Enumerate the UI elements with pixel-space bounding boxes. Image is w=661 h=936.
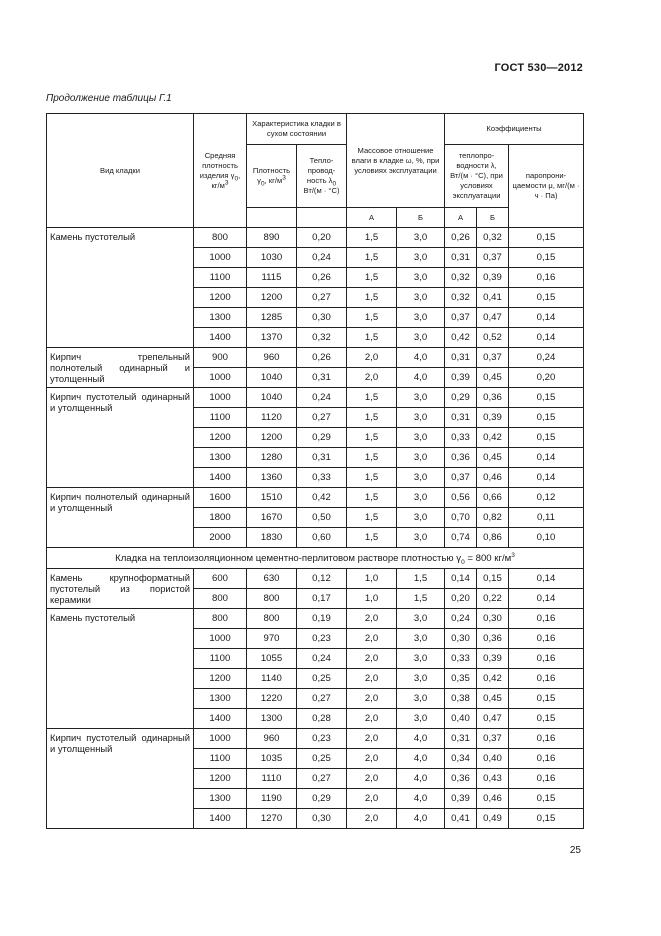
conductivity-cell: 0,20: [297, 228, 347, 248]
vapor-cell: 0,14: [509, 308, 584, 328]
moisture-a-cell: 2,0: [347, 609, 397, 629]
moisture-a-cell: 2,0: [347, 749, 397, 769]
product-density-cell: 1400: [194, 709, 247, 729]
product-density-cell: 1200: [194, 288, 247, 308]
vapor-cell: 0,15: [509, 388, 584, 408]
document-code: ГОСТ 530—2012: [494, 62, 583, 74]
section-heading: Кладка на теплоизоляционном цементно-перлитовом растворе плотностью $\gamma_0 = 800$ $кг/м^3$: [47, 548, 584, 569]
vapor-cell: 0,15: [509, 428, 584, 448]
moisture-b-cell: 4,0: [397, 729, 445, 749]
dry-density-cell: 1200: [247, 288, 297, 308]
moisture-a-cell: 1,5: [347, 468, 397, 488]
product-density-cell: 1300: [194, 308, 247, 328]
vapor-cell: 0,15: [509, 709, 584, 729]
dry-density-cell: 1055: [247, 649, 297, 669]
moisture-a-cell: 2,0: [347, 689, 397, 709]
coef-a-cell: 0,30: [445, 629, 477, 649]
product-density-cell: 1000: [194, 388, 247, 408]
moisture-b-cell: 3,0: [397, 709, 445, 729]
vapor-cell: 0,15: [509, 288, 584, 308]
product-density-cell: 1400: [194, 468, 247, 488]
dry-density-cell: 800: [247, 609, 297, 629]
coef-b-cell: 0,37: [477, 348, 509, 368]
coef-a-cell: 0,39: [445, 368, 477, 388]
dry-density-cell: 1120: [247, 408, 297, 428]
moisture-b-cell: 3,0: [397, 328, 445, 348]
coef-a-cell: 0,42: [445, 328, 477, 348]
moisture-a-cell: 2,0: [347, 709, 397, 729]
product-density-cell: 1400: [194, 809, 247, 829]
conductivity-cell: 0,42: [297, 488, 347, 508]
vapor-cell: 0,14: [509, 569, 584, 589]
vapor-cell: 0,16: [509, 268, 584, 288]
product-density-cell: 600: [194, 569, 247, 589]
vapor-cell: 0,14: [509, 328, 584, 348]
vapor-cell: 0,15: [509, 408, 584, 428]
moisture-b-cell: 3,0: [397, 508, 445, 528]
moisture-a-cell: 1,5: [347, 388, 397, 408]
moisture-a-cell: 2,0: [347, 809, 397, 829]
coef-b-cell: 0,46: [477, 468, 509, 488]
coef-b-cell: 0,41: [477, 288, 509, 308]
coef-b-cell: 0,49: [477, 809, 509, 829]
coef-a-cell: 0,31: [445, 729, 477, 749]
moisture-a-cell: 2,0: [347, 669, 397, 689]
conductivity-cell: 0,17: [297, 589, 347, 609]
coef-b-cell: 0,37: [477, 729, 509, 749]
conductivity-cell: 0,50: [297, 508, 347, 528]
conductivity-cell: 0,27: [297, 689, 347, 709]
moisture-b-cell: 4,0: [397, 789, 445, 809]
coef-a-cell: 0,35: [445, 669, 477, 689]
table-body: [47, 228, 584, 829]
product-density-cell: 1000: [194, 629, 247, 649]
coef-b-cell: 0,42: [477, 428, 509, 448]
moisture-b-cell: 4,0: [397, 348, 445, 368]
product-density-cell: 1100: [194, 749, 247, 769]
coef-a-cell: 0,31: [445, 248, 477, 268]
coef-a-cell: 0,14: [445, 569, 477, 589]
masonry-type: Камень пустотелый: [47, 609, 194, 729]
moisture-b-cell: 1,5: [397, 569, 445, 589]
masonry-type: Камень крупноформатный пустотелый из пористой керамики: [47, 569, 194, 609]
moisture-b-cell: 3,0: [397, 669, 445, 689]
dry-density-cell: 1040: [247, 368, 297, 388]
conductivity-cell: 0,24: [297, 649, 347, 669]
coef-a-cell: 0,37: [445, 308, 477, 328]
moisture-b-cell: 4,0: [397, 368, 445, 388]
coef-b-cell: 0,43: [477, 769, 509, 789]
header-coef-a: А: [445, 208, 477, 228]
coef-a-cell: 0,38: [445, 689, 477, 709]
header-density: Средняя плотность изделия $\gamma_0$, $кг/м^3$: [194, 114, 247, 228]
coef-a-cell: 0,34: [445, 749, 477, 769]
moisture-a-cell: 1,5: [347, 528, 397, 548]
conductivity-cell: 0,26: [297, 268, 347, 288]
coef-a-cell: 0,56: [445, 488, 477, 508]
coef-b-cell: 0,30: [477, 609, 509, 629]
coef-b-cell: 0,52: [477, 328, 509, 348]
table-row: [47, 388, 584, 408]
coef-a-cell: 0,31: [445, 348, 477, 368]
product-density-cell: 2000: [194, 528, 247, 548]
coef-a-cell: 0,36: [445, 448, 477, 468]
dry-density-cell: 1190: [247, 789, 297, 809]
vapor-cell: 0,16: [509, 609, 584, 629]
conductivity-cell: 0,28: [297, 709, 347, 729]
moisture-a-cell: 2,0: [347, 629, 397, 649]
dry-density-cell: 1140: [247, 669, 297, 689]
dry-density-cell: 960: [247, 348, 297, 368]
table-caption: Продолжение таблицы Г.1: [46, 93, 172, 104]
moisture-b-cell: 3,0: [397, 528, 445, 548]
masonry-type: Кирпич трепельный полнотелый одинарный и утолщенный: [47, 348, 194, 388]
vapor-cell: 0,16: [509, 629, 584, 649]
moisture-a-cell: 1,0: [347, 569, 397, 589]
product-density-cell: 1100: [194, 408, 247, 428]
moisture-a-cell: 2,0: [347, 368, 397, 388]
moisture-a-cell: 2,0: [347, 789, 397, 809]
dry-density-cell: 1360: [247, 468, 297, 488]
conductivity-cell: 0,60: [297, 528, 347, 548]
dry-density-cell: 800: [247, 589, 297, 609]
vapor-cell: 0,11: [509, 508, 584, 528]
moisture-a-cell: 2,0: [347, 729, 397, 749]
vapor-cell: 0,12: [509, 488, 584, 508]
product-density-cell: 1000: [194, 729, 247, 749]
header-coefficients: Коэффициенты: [445, 114, 584, 145]
dry-density-cell: 1285: [247, 308, 297, 328]
vapor-cell: 0,15: [509, 689, 584, 709]
dry-density-cell: 1220: [247, 689, 297, 709]
moisture-a-cell: 2,0: [347, 769, 397, 789]
dry-density-cell: 1830: [247, 528, 297, 548]
moisture-b-cell: 3,0: [397, 629, 445, 649]
vapor-cell: 0,14: [509, 589, 584, 609]
dry-density-cell: 960: [247, 729, 297, 749]
vapor-cell: 0,14: [509, 448, 584, 468]
product-density-cell: 1800: [194, 508, 247, 528]
vapor-cell: 0,16: [509, 769, 584, 789]
coef-a-cell: 0,36: [445, 769, 477, 789]
dry-density-cell: 970: [247, 629, 297, 649]
coef-b-cell: 0,47: [477, 709, 509, 729]
header-kind: Вид кладки: [47, 114, 194, 228]
conductivity-cell: 0,25: [297, 669, 347, 689]
moisture-a-cell: 1,5: [347, 448, 397, 468]
vapor-cell: 0,16: [509, 729, 584, 749]
product-density-cell: 1400: [194, 328, 247, 348]
vapor-cell: 0,24: [509, 348, 584, 368]
table-head: [47, 114, 584, 228]
coef-a-cell: 0,37: [445, 468, 477, 488]
coef-a-cell: 0,41: [445, 809, 477, 829]
coef-a-cell: 0,26: [445, 228, 477, 248]
dry-density-cell: 890: [247, 228, 297, 248]
moisture-a-cell: 1,5: [347, 288, 397, 308]
vapor-cell: 0,14: [509, 468, 584, 488]
masonry-table: [46, 113, 584, 829]
header-moisture: Массовое отношение влаги в кладке ω, %, при условиях эксплуатации: [347, 114, 445, 208]
header-blank: [297, 208, 347, 228]
product-density-cell: 900: [194, 348, 247, 368]
moisture-b-cell: 3,0: [397, 268, 445, 288]
moisture-a-cell: 1,5: [347, 248, 397, 268]
coef-a-cell: 0,33: [445, 428, 477, 448]
product-density-cell: 1100: [194, 649, 247, 669]
table-row: [47, 569, 584, 589]
table-row: [47, 488, 584, 508]
moisture-b-cell: 1,5: [397, 589, 445, 609]
masonry-type: Камень пустотелый: [47, 228, 194, 348]
moisture-b-cell: 3,0: [397, 248, 445, 268]
moisture-b-cell: 4,0: [397, 749, 445, 769]
coef-a-cell: 0,33: [445, 649, 477, 669]
moisture-b-cell: 3,0: [397, 649, 445, 669]
coef-b-cell: 0,40: [477, 749, 509, 769]
moisture-a-cell: 1,5: [347, 328, 397, 348]
coef-b-cell: 0,36: [477, 388, 509, 408]
moisture-a-cell: 2,0: [347, 649, 397, 669]
coef-a-cell: 0,39: [445, 789, 477, 809]
conductivity-cell: 0,31: [297, 368, 347, 388]
coef-a-cell: 0,32: [445, 268, 477, 288]
product-density-cell: 1000: [194, 368, 247, 388]
moisture-a-cell: 1,5: [347, 268, 397, 288]
vapor-cell: 0,15: [509, 248, 584, 268]
moisture-a-cell: 1,5: [347, 228, 397, 248]
moisture-b-cell: 3,0: [397, 228, 445, 248]
dry-density-cell: 1280: [247, 448, 297, 468]
table-row: [47, 228, 584, 248]
moisture-a-cell: 1,5: [347, 308, 397, 328]
coef-b-cell: 0,47: [477, 308, 509, 328]
coef-a-cell: 0,70: [445, 508, 477, 528]
coef-a-cell: 0,40: [445, 709, 477, 729]
product-density-cell: 1200: [194, 428, 247, 448]
conductivity-cell: 0,25: [297, 749, 347, 769]
header-moisture-a: А: [347, 208, 397, 228]
conductivity-cell: 0,27: [297, 408, 347, 428]
header-coef-b: Б: [477, 208, 509, 228]
dry-density-cell: 1270: [247, 809, 297, 829]
product-density-cell: 1100: [194, 268, 247, 288]
conductivity-cell: 0,24: [297, 388, 347, 408]
dry-density-cell: 1670: [247, 508, 297, 528]
coef-b-cell: 0,46: [477, 789, 509, 809]
conductivity-cell: 0,24: [297, 248, 347, 268]
product-density-cell: 1300: [194, 448, 247, 468]
coef-b-cell: 0,66: [477, 488, 509, 508]
dry-density-cell: 1200: [247, 428, 297, 448]
vapor-cell: 0,15: [509, 228, 584, 248]
conductivity-cell: 0,23: [297, 629, 347, 649]
masonry-type: Кирпич полнотелый одинарный и утолщенный: [47, 488, 194, 548]
conductivity-cell: 0,27: [297, 769, 347, 789]
coef-b-cell: 0,36: [477, 629, 509, 649]
moisture-b-cell: 4,0: [397, 769, 445, 789]
table-row: [47, 348, 584, 368]
moisture-b-cell: 3,0: [397, 468, 445, 488]
coef-a-cell: 0,29: [445, 388, 477, 408]
moisture-b-cell: 3,0: [397, 308, 445, 328]
conductivity-cell: 0,27: [297, 288, 347, 308]
conductivity-cell: 0,30: [297, 809, 347, 829]
product-density-cell: 1200: [194, 769, 247, 789]
conductivity-cell: 0,32: [297, 328, 347, 348]
coef-b-cell: 0,39: [477, 408, 509, 428]
dry-density-cell: 1030: [247, 248, 297, 268]
moisture-b-cell: 3,0: [397, 388, 445, 408]
moisture-b-cell: 4,0: [397, 809, 445, 829]
conductivity-cell: 0,29: [297, 428, 347, 448]
product-density-cell: 1200: [194, 669, 247, 689]
conductivity-cell: 0,19: [297, 609, 347, 629]
dry-density-cell: 1300: [247, 709, 297, 729]
masonry-type: Кирпич пустотелый одинарный и утолщенный: [47, 729, 194, 829]
moisture-b-cell: 3,0: [397, 689, 445, 709]
product-density-cell: 800: [194, 609, 247, 629]
dry-density-cell: 1035: [247, 749, 297, 769]
coef-b-cell: 0,45: [477, 368, 509, 388]
page-number: 25: [569, 845, 581, 856]
moisture-a-cell: 1,5: [347, 488, 397, 508]
moisture-b-cell: 3,0: [397, 609, 445, 629]
dry-density-cell: 1040: [247, 388, 297, 408]
conductivity-cell: 0,12: [297, 569, 347, 589]
moisture-b-cell: 3,0: [397, 408, 445, 428]
vapor-cell: 0,20: [509, 368, 584, 388]
moisture-a-cell: 1,5: [347, 508, 397, 528]
moisture-a-cell: 2,0: [347, 348, 397, 368]
product-density-cell: 800: [194, 228, 247, 248]
coef-a-cell: 0,20: [445, 589, 477, 609]
header-vapor: паропрони-цаемости μ, мг/(м · ч · Па): [509, 145, 584, 228]
dry-density-cell: 1370: [247, 328, 297, 348]
vapor-cell: 0,16: [509, 669, 584, 689]
vapor-cell: 0,16: [509, 749, 584, 769]
conductivity-cell: 0,30: [297, 308, 347, 328]
dry-density-cell: 630: [247, 569, 297, 589]
conductivity-cell: 0,33: [297, 468, 347, 488]
table-row: [47, 548, 584, 569]
dry-density-cell: 1510: [247, 488, 297, 508]
moisture-a-cell: 1,0: [347, 589, 397, 609]
header-coef-conductivity: теплопро-водности λ, Вт/(м · °С), при условиях эксплуатации: [445, 145, 509, 208]
moisture-a-cell: 1,5: [347, 408, 397, 428]
coef-b-cell: 0,39: [477, 268, 509, 288]
coef-a-cell: 0,74: [445, 528, 477, 548]
product-density-cell: 800: [194, 589, 247, 609]
vapor-cell: 0,16: [509, 649, 584, 669]
coef-b-cell: 0,37: [477, 248, 509, 268]
coef-a-cell: 0,24: [445, 609, 477, 629]
moisture-b-cell: 3,0: [397, 488, 445, 508]
conductivity-cell: 0,26: [297, 348, 347, 368]
vapor-cell: 0,10: [509, 528, 584, 548]
moisture-b-cell: 3,0: [397, 288, 445, 308]
coef-b-cell: 0,15: [477, 569, 509, 589]
coef-b-cell: 0,45: [477, 689, 509, 709]
coef-b-cell: 0,82: [477, 508, 509, 528]
product-density-cell: 1300: [194, 789, 247, 809]
moisture-b-cell: 3,0: [397, 428, 445, 448]
vapor-cell: 0,15: [509, 809, 584, 829]
coef-b-cell: 0,45: [477, 448, 509, 468]
coef-b-cell: 0,32: [477, 228, 509, 248]
conductivity-cell: 0,23: [297, 729, 347, 749]
table-row: [47, 609, 584, 629]
coef-a-cell: 0,32: [445, 288, 477, 308]
vapor-cell: 0,15: [509, 789, 584, 809]
header-conductivity: Тепло-провод-ность $\lambda_0$ Вт/(м · °С): [297, 145, 347, 208]
moisture-a-cell: 1,5: [347, 428, 397, 448]
dry-density-cell: 1115: [247, 268, 297, 288]
coef-b-cell: 0,86: [477, 528, 509, 548]
product-density-cell: 1000: [194, 248, 247, 268]
coef-b-cell: 0,22: [477, 589, 509, 609]
product-density-cell: 1600: [194, 488, 247, 508]
header-dry-density: Плотность $\gamma_0$, $кг/м^3$: [247, 145, 297, 208]
coef-b-cell: 0,39: [477, 649, 509, 669]
header-moisture-b: Б: [397, 208, 445, 228]
coef-a-cell: 0,31: [445, 408, 477, 428]
masonry-type: Кирпич пустотелый одинарный и утолщенный: [47, 388, 194, 488]
moisture-b-cell: 3,0: [397, 448, 445, 468]
header-blank: [247, 208, 297, 228]
conductivity-cell: 0,31: [297, 448, 347, 468]
header-dry: Характеристика кладки в сухом состоянии: [247, 114, 347, 145]
table-row: [47, 729, 584, 749]
coef-b-cell: 0,42: [477, 669, 509, 689]
dry-density-cell: 1110: [247, 769, 297, 789]
conductivity-cell: 0,29: [297, 789, 347, 809]
product-density-cell: 1300: [194, 689, 247, 709]
